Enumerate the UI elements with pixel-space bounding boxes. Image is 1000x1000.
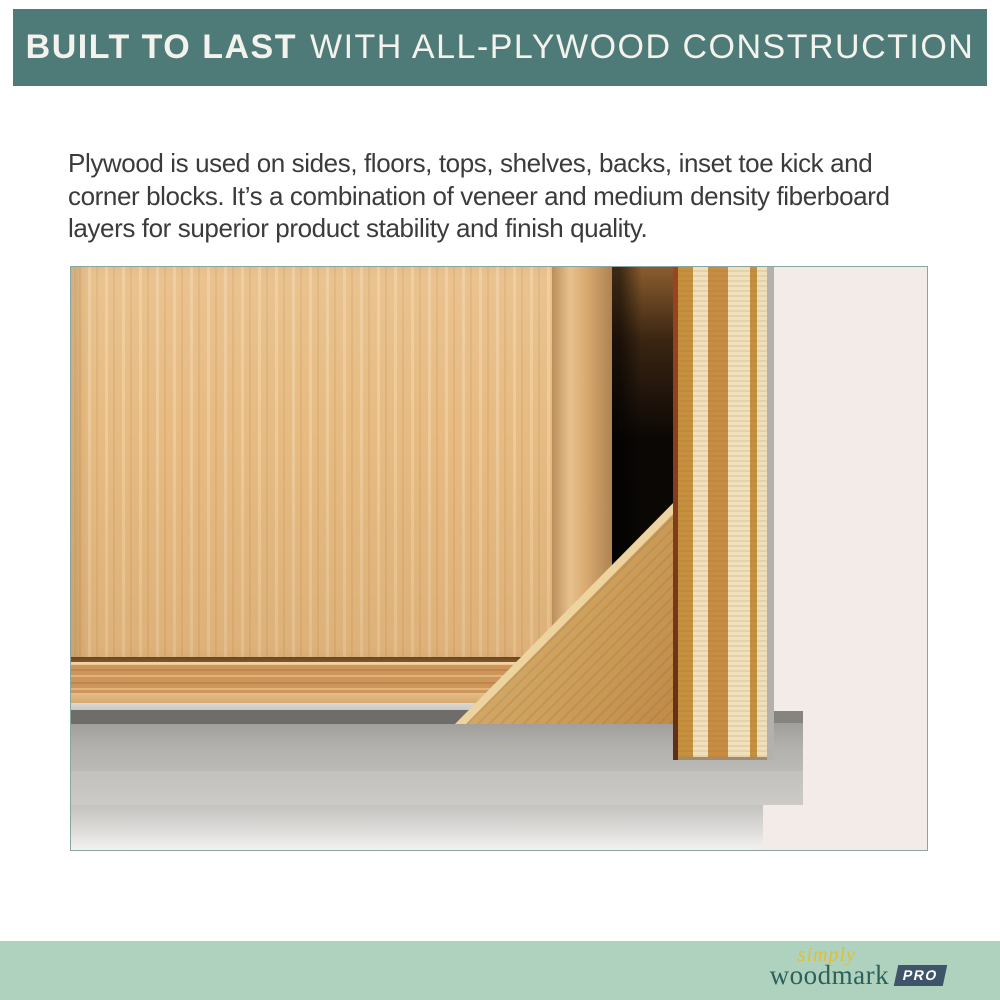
side-panel-plywood-edge — [678, 267, 767, 760]
corner-block-wrap — [455, 497, 679, 724]
base-platform-lower — [71, 771, 803, 805]
paragraph-line: corner blocks. It’s a combination of veneer and medium density fiberboard — [68, 180, 890, 211]
header-title-bold: BUILT TO LAST — [25, 28, 297, 66]
construction-illustration — [70, 266, 928, 851]
logo-pro-badge: PRO — [894, 965, 947, 986]
header-banner — [13, 9, 987, 86]
logo-woodmark: woodmark — [769, 960, 890, 990]
logo-simply: simply — [797, 944, 856, 966]
paragraph-line: Plywood is used on sides, floors, tops, shelves, backs, inset toe kick and — [68, 148, 873, 178]
body-paragraph — [68, 147, 948, 245]
header-title — [26, 28, 975, 67]
logo-row — [770, 962, 945, 989]
base-platform-fade — [71, 805, 763, 850]
paragraph-line: layers for superior product stability and finish quality. — [68, 213, 648, 243]
header-title-regular: WITH ALL-PLYWOOD CONSTRUCTION — [309, 28, 975, 66]
brand-logo — [770, 945, 945, 989]
footer-bar — [0, 941, 1000, 1000]
side-panel-outer-veneer — [767, 267, 774, 760]
